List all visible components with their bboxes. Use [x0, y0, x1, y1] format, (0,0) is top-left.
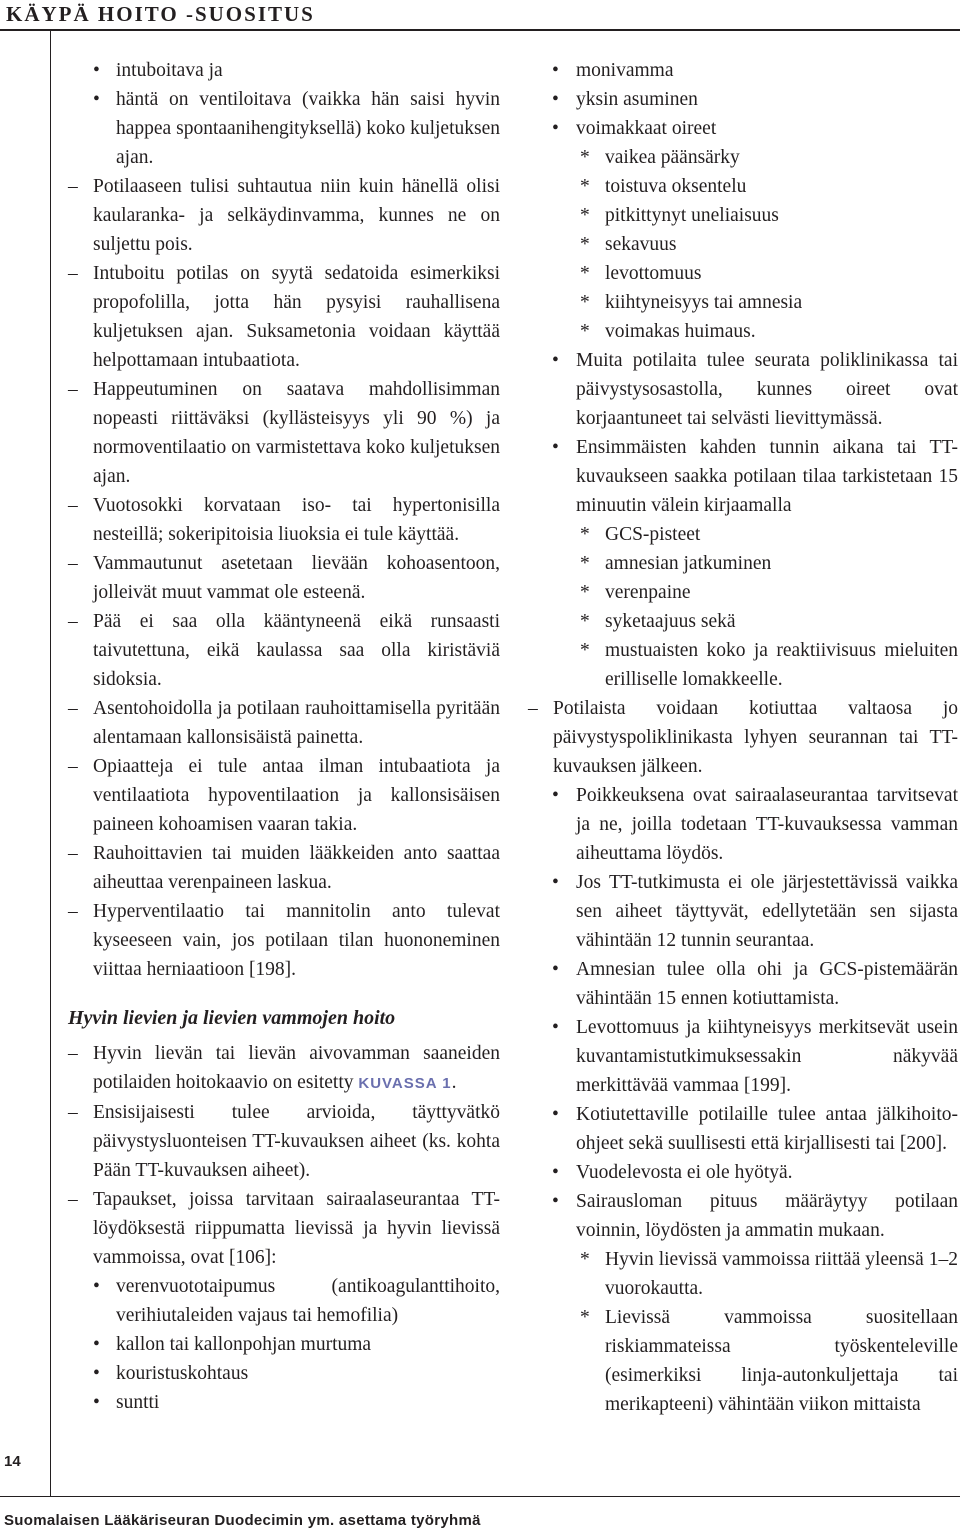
header-rule — [0, 29, 960, 31]
item-text: Rauhoittavien tai muiden lääkkeiden anto saattaa aiheuttaa verenpaineen laskua. — [93, 843, 500, 893]
list-marker: – — [68, 843, 78, 864]
list-marker: • — [552, 60, 559, 81]
list-item — [528, 433, 958, 520]
list-item — [68, 259, 500, 375]
item-text: Levottomuus ja kiihtyneisyys merkitsevät usein kuvantamistutkimuksessakin näkyvää merkittävää vammaa [199]. — [576, 1017, 958, 1096]
list-marker: * — [580, 524, 590, 545]
list-item — [68, 1098, 500, 1185]
item-text: verenvuototaipumus (antikoagulanttihoito, verihiutaleiden vajaus tai hemofilia) — [116, 1276, 500, 1326]
list-marker: * — [580, 147, 590, 168]
list-item — [528, 259, 958, 288]
left-bottom-list — [68, 1098, 500, 1272]
item-text: voimakkaat oireet — [576, 118, 717, 139]
item-text: kallon tai kallonpohjan murtuma — [116, 1334, 372, 1355]
right-subs-b — [528, 520, 958, 694]
item-text: Asentohoidolla ja potilaan rauhoittamisella pyritään alentamaan kallonsisäistä painetta. — [93, 698, 500, 748]
right-bullets-a — [528, 56, 958, 143]
item-text: sekavuus — [605, 234, 677, 255]
list-item — [68, 172, 500, 259]
list-item — [68, 85, 500, 172]
list-marker: – — [68, 263, 78, 284]
dash-marker: – — [68, 1043, 78, 1064]
left-column — [68, 56, 500, 1417]
list-marker: • — [552, 1191, 559, 1212]
list-marker: – — [68, 379, 78, 400]
list-marker: – — [68, 756, 78, 777]
list-marker: • — [552, 959, 559, 980]
list-item — [528, 85, 958, 114]
page-number: 14 — [4, 1453, 21, 1470]
item-text: Hyvin lievissä vammoissa riittää yleensä 1–2 vuorokautta. — [605, 1249, 958, 1299]
item-text: Muita potilaita tulee seurata poliklinikassa tai päivystysosastolla, kunnes oireet ovat korjaantuneet tai selvästi lievittymässä. — [576, 350, 958, 429]
item-text: Hyvin lievän tai lievän aivovamman saaneiden potilaiden hoitokaavio on esitetty — [93, 1043, 500, 1093]
item-text: Happeutuminen on saatava mahdollisimman nopeasti riittäväksi (kyllästeisyys yli 90 %) ja normoventilaatio on varmistettava koko kuljetuksen ajan. — [93, 379, 500, 487]
item-text: Kotiutettaville potilaille tulee antaa jälkihoito-ohjeet sekä suullisesti että kirjallisesti tai [200]. — [576, 1104, 958, 1154]
item-text: syketaajuus sekä — [605, 611, 736, 632]
item-text: suntti — [116, 1392, 160, 1413]
item-text: Amnesian tulee olla ohi ja GCS-pistemäärän vähintään 15 ennen kotiuttamista. — [576, 959, 958, 1009]
list-item — [528, 1100, 958, 1158]
item-text: Intuboitu potilas on syytä sedatoida esimerkiksi propofolilla, jotta hän pysyisi rauhallisena kuljetuksen ajan. Suksametonia voidaan käyttää helpottamaan intubaatiota. — [93, 263, 500, 371]
item-text-end: . — [451, 1072, 457, 1093]
list-marker: * — [580, 611, 590, 632]
list-item — [528, 636, 958, 694]
list-item — [528, 346, 958, 433]
list-item — [528, 578, 958, 607]
list-marker: – — [68, 176, 78, 197]
list-marker: • — [93, 60, 100, 81]
item-text: monivamma — [576, 60, 674, 81]
list-item — [68, 56, 500, 85]
item-text: Opiaatteja ei tule antaa ilman intubaatiota ja ventilaatiota hypoventilaation ja kallonsisäisen paineen kohoamisen vaaran takia. — [93, 756, 500, 835]
right-column — [528, 56, 958, 1419]
list-item — [528, 172, 958, 201]
list-marker: • — [93, 1276, 100, 1297]
item-text: toistuva oksentelu — [605, 176, 747, 197]
list-item — [528, 955, 958, 1013]
list-marker: – — [68, 901, 78, 922]
footer-credit: Suomalaisen Lääkäriseuran Duodecimin ym. asettama työryhmä — [4, 1512, 481, 1529]
list-item — [528, 114, 958, 143]
list-marker: * — [580, 321, 590, 342]
left-bullet-list — [68, 1272, 500, 1417]
list-item — [528, 868, 958, 955]
item-text: amnesian jatkuminen — [605, 553, 772, 574]
list-marker: • — [93, 1392, 100, 1413]
list-marker: • — [93, 89, 100, 110]
list-item — [528, 694, 958, 781]
list-marker: – — [68, 1102, 78, 1123]
item-text: Potilaista voidaan kotiuttaa valtaosa jo päivystyspoliklinikasta lyhyen seurannan tai TT-kuvauksen jälkeen. — [553, 698, 958, 777]
item-text: Potilaaseen tulisi suhtautua niin kuin hänellä olisi kaularanka- ja selkäydinvamma, kunnes ne on suljettu pois. — [93, 176, 500, 255]
list-marker: • — [93, 1334, 100, 1355]
list-marker: • — [552, 872, 559, 893]
figure-link[interactable]: KUVASSA 1 — [358, 1075, 452, 1092]
list-marker: – — [68, 698, 78, 719]
list-marker: * — [580, 205, 590, 226]
item-text: Hyperventilaatio tai mannitolin anto tulevat kyseeseen vain, jos potilaan tilan huononeminen viittaa herniaatioon [198]. — [93, 901, 500, 980]
item-text: pitkittynyt uneliaisuus — [605, 205, 779, 226]
item-text: häntä on ventiloitava (vaikka hän saisi hyvin happea spontaanihengityksellä) koko kuljetuksen ajan. — [116, 89, 500, 168]
list-marker: • — [552, 1017, 559, 1038]
item-text: GCS-pisteet — [605, 524, 701, 545]
list-marker: • — [552, 437, 559, 458]
item-text: Jos TT-tutkimusta ei ole järjestettävissä vaikka sen aiheet täyttyvät, edellytetään sen sijasta vähintään 12 tunnin seurantaa. — [576, 872, 958, 951]
list-item — [528, 1013, 958, 1100]
item-text: levottomuus — [605, 263, 702, 284]
item-text: mustuaisten koko ja reaktiivisuus mieluiten erilliselle lomakkeelle. — [605, 640, 958, 690]
list-marker: * — [580, 234, 590, 255]
item-text: vaikea päänsärky — [605, 147, 740, 168]
list-item — [68, 694, 500, 752]
list-item — [68, 375, 500, 491]
list-marker: • — [552, 785, 559, 806]
item-text: Poikkeuksena ovat sairaalaseurantaa tarvitsevat ja ne, joilla todetaan TT-kuvauksessa vamman aiheuttama löydös. — [576, 785, 958, 864]
list-item — [528, 520, 958, 549]
list-marker: • — [93, 1363, 100, 1384]
list-item — [528, 549, 958, 578]
list-item — [528, 1245, 958, 1303]
section-heading: Hyvin lievien ja lievien vammojen hoito — [68, 1007, 396, 1029]
list-marker: • — [552, 118, 559, 139]
list-marker: * — [580, 640, 590, 661]
list-item — [68, 897, 500, 984]
list-item — [68, 1388, 500, 1417]
list-marker: * — [580, 582, 590, 603]
right-subs-a — [528, 143, 958, 346]
right-bullets-b — [528, 346, 958, 520]
item-text: voimakas huimaus. — [605, 321, 756, 342]
item-text: Ensisijaisesti tulee arvioida, täyttyvätkö päivystysluonteisen TT-kuvauksen aiheet (ks. kohta Pään TT-kuvauksen aiheet). — [93, 1102, 500, 1181]
list-marker: • — [552, 350, 559, 371]
list-marker: – — [68, 553, 78, 574]
item-text: intuboitava ja — [116, 60, 223, 81]
list-item — [68, 549, 500, 607]
list-item — [528, 230, 958, 259]
list-item — [528, 56, 958, 85]
list-item — [528, 288, 958, 317]
page-header — [0, 0, 960, 30]
item-text: Sairausloman pituus määräytyy potilaan voinnin, löydösten ja ammatin mukaan. — [576, 1191, 958, 1241]
list-item — [68, 607, 500, 694]
item-text: Ensimmäisten kahden tunnin aikana tai TT-kuvaukseen saakka potilaan tilaa tarkistetaan 15 minuutin välein kirjaamalla — [576, 437, 958, 516]
list-item — [528, 317, 958, 346]
item-text: verenpaine — [605, 582, 691, 603]
item-text: Vuodelevosta ei ole hyötyä. — [576, 1162, 793, 1183]
list-item — [68, 839, 500, 897]
page-title: KÄYPÄ HOITO -SUOSITUS — [6, 2, 315, 26]
list-marker: • — [552, 1162, 559, 1183]
margin-rule — [50, 29, 51, 1496]
dash-marker: – — [528, 698, 538, 719]
list-item — [528, 201, 958, 230]
list-item — [68, 1359, 500, 1388]
list-item — [528, 143, 958, 172]
list-item — [68, 1272, 500, 1330]
item-text: Vammautunut asetetaan lievään kohoasentoon, jolleivät muut vammat ole esteenä. — [93, 553, 500, 603]
list-item — [528, 1158, 958, 1187]
item-text: yksin asuminen — [576, 89, 698, 110]
right-bullets-c — [528, 781, 958, 1245]
item-text: kiihtyneisyys tai amnesia — [605, 292, 803, 313]
list-marker: – — [68, 611, 78, 632]
list-marker: * — [580, 1307, 590, 1328]
item-text: Tapaukset, joissa tarvitaan sairaalaseurantaa TT-löydöksestä riippumatta lievissä ja hyvin lievissä vammoissa, ovat [106]: — [93, 1189, 500, 1268]
list-marker: * — [580, 263, 590, 284]
list-marker: – — [68, 495, 78, 516]
list-item — [68, 491, 500, 549]
list-item — [528, 1303, 958, 1419]
list-marker: • — [552, 89, 559, 110]
footer-rule — [0, 1496, 960, 1497]
list-marker: * — [580, 176, 590, 197]
list-item — [68, 1039, 500, 1098]
item-text: Pää ei saa olla kääntyneenä eikä runsaasti taivutettuna, eikä kaulassa saa olla kiristäviä sidoksia. — [93, 611, 500, 690]
right-subs-c — [528, 1245, 958, 1419]
list-item — [528, 781, 958, 868]
list-item — [68, 1185, 500, 1272]
list-marker: * — [580, 292, 590, 313]
list-item — [68, 752, 500, 839]
list-item — [528, 1187, 958, 1245]
list-marker: – — [68, 1189, 78, 1210]
list-marker: • — [552, 1104, 559, 1125]
item-text: Vuotosokki korvataan iso- tai hypertonisilla nesteillä; sokeripitoisia liuoksia ei tule käyttää. — [93, 495, 500, 545]
item-text: Lievissä vammoissa suositellaan riskiammateissa työskenteleville (esimerkiksi linja-autonkuljettaja tai merikapteeni) vähintään viikon mittaista — [605, 1307, 958, 1415]
list-item — [528, 607, 958, 636]
list-marker: * — [580, 553, 590, 574]
item-text: kouristuskohtaus — [116, 1363, 249, 1384]
list-marker: * — [580, 1249, 590, 1270]
left-top-list — [68, 56, 500, 984]
list-item — [68, 1330, 500, 1359]
